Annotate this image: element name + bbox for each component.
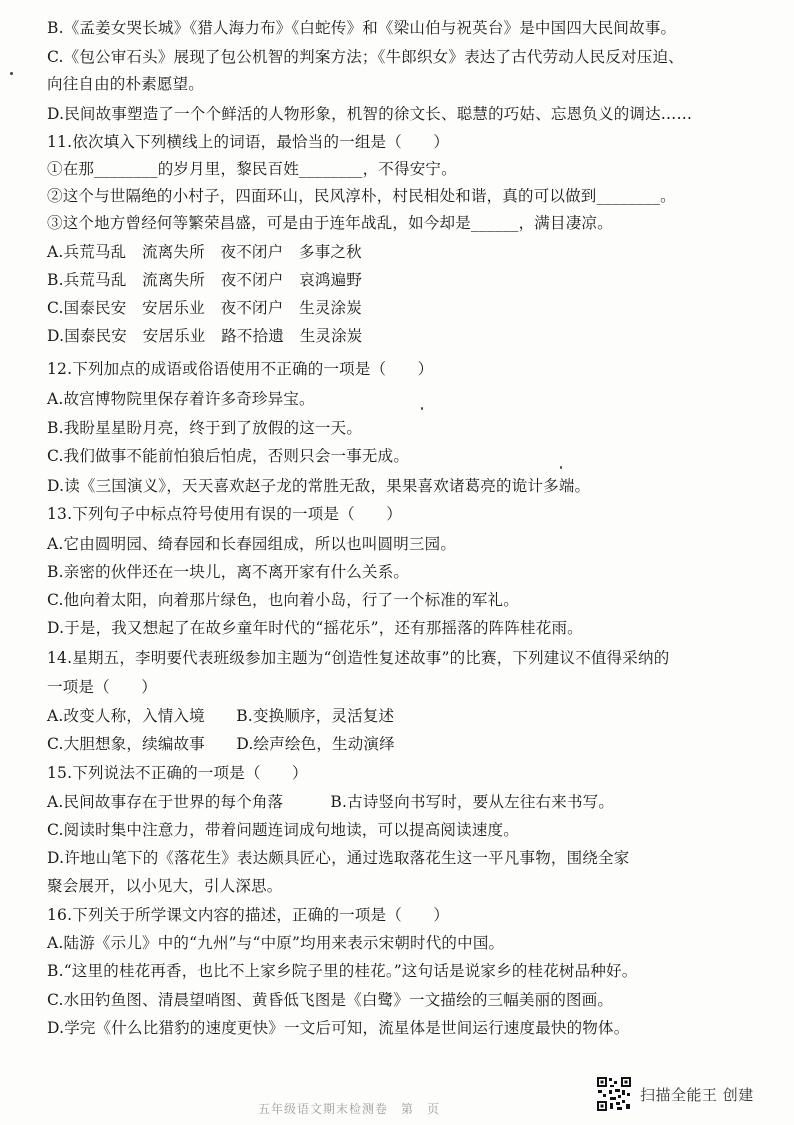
option-line: D.学完《什么比猎豹的速度更快》一文后可知，流星体是世间运行速度最快的物体。	[47, 1019, 630, 1037]
question-stem: 一项是（ ）	[47, 678, 157, 696]
sentence-line: ③这个地方曾经何等繁荣昌盛，可是由于连年战乱，如今却是______，满目凄凉。	[47, 214, 613, 232]
scan-speck	[560, 466, 562, 469]
option-line: 聚会展开，以小见大，引人深思。	[47, 877, 283, 895]
option-line: A.故宫博物院里保存着许多奇珍异宝。	[47, 390, 315, 408]
question-stem: 14.星期五，李明要代表班级参加主题为“创造性复述故事”的比赛，下列建议不值得采纳的	[47, 649, 670, 667]
option-line: A.兵荒马乱 流离失所 夜不闭户 多事之秋	[47, 243, 362, 261]
option-line: 向往自由的朴素愿望。	[47, 75, 205, 93]
scan-speck	[10, 72, 13, 75]
option-line: B.“这里的桂花再香，也比不上家乡院子里的桂花。”这句话是说家乡的桂花树品种好。	[47, 962, 638, 980]
watermark-text: 扫描全能王 创建	[640, 1085, 754, 1104]
option-line: C.国泰民安 安居乐业 夜不闭户 生灵涂炭	[47, 299, 362, 317]
option-line: B.兵荒马乱 流离失所 夜不闭户 哀鸿遍野	[47, 271, 363, 289]
question-stem: 13.下列句子中标点符号使用有误的一项是（ ）	[47, 505, 402, 523]
option-line: C.他向着太阳，向着那片绿色，也向着小岛，行了一个标准的军礼。	[47, 591, 519, 609]
question-stem: 12.下列加点的成语或俗语使用不正确的一项是（ ）	[47, 360, 434, 378]
option-line: A.它由圆明园、绮春园和长春园组成，所以也叫圆明三园。	[47, 535, 457, 553]
qr-code-icon	[596, 1076, 632, 1112]
question-stem: 16.下列关于所学课文内容的描述，正确的一项是（ ）	[47, 906, 450, 924]
option-line: D.国泰民安 安居乐业 路不拾遗 生灵涂炭	[47, 327, 363, 345]
option-line: D.读《三国演义》，天天喜欢赵子龙的常胜无敌，果果喜欢诸葛亮的诡计多端。	[47, 477, 591, 495]
question-stem: 11.依次填入下列横线上的词语，最恰当的一组是（ ）	[47, 133, 450, 151]
option-line: B.亲密的伙伴还在一块儿，离不离开家有什么关系。	[47, 563, 410, 581]
option-line: C.大胆想象，续编故事 D.绘声绘色，生动演绎	[47, 735, 395, 753]
question-stem: 15.下列说法不正确的一项是（ ）	[47, 764, 308, 782]
sentence-line: ①在那________的岁月里，黎民百姓________，不得安宁。	[47, 160, 457, 178]
option-line: C.阅读时集中注意力，带着问题连词成句地读，可以提高阅读速度。	[47, 821, 519, 839]
option-line: D.许地山笔下的《落花生》表达颇具匠心，通过选取落花生这一平凡事物，围绕全家	[47, 849, 630, 867]
option-line: B.《孟姜女哭长城》《猎人海力布》《白蛇传》和《梁山伯与祝英台》是中国四大民间故事。	[47, 19, 677, 37]
option-line: B.我盼星星盼月亮，终于到了放假的这一天。	[47, 419, 363, 437]
option-line: D.民间故事塑造了一个个鲜活的人物形象，机智的徐文长、聪慧的巧姑、忘恩负义的调达……	[47, 105, 693, 123]
option-line: A.民间故事存在于世界的每个角落 B.古诗竖向书写时，要从左往右来书写。	[47, 793, 615, 811]
scan-speck	[421, 407, 423, 410]
option-line: D.于是，我又想起了在故乡童年时代的“摇花乐”，还有那摇落的阵阵桂花雨。	[47, 619, 583, 637]
page-footer: 五年级语文期末检测卷 第 页	[258, 1102, 441, 1116]
option-line: A.陆游《示儿》中的“九州”与“中原”均用来表示宋朝时代的中国。	[47, 934, 505, 952]
option-line: C.《包公审石头》展现了包公机智的判案方法；《牛郎织女》表达了古代劳动人民反对压迫、	[47, 48, 684, 66]
sentence-line: ②这个与世隔绝的小村子，四面环山，民风淳朴，村民相处和谐，真的可以做到________。	[47, 187, 676, 205]
option-line: C.水田钓鱼图、清晨望哨图、黄昏低飞图是《白鹭》一文描绘的三幅美丽的图画。	[47, 991, 614, 1009]
scanner-watermark	[596, 1076, 754, 1112]
option-line: C.我们做事不能前怕狼后怕虎，否则只会一事无成。	[47, 447, 410, 465]
option-line: A.改变人称，入情入境 B.变换顺序，灵活复述	[47, 707, 395, 725]
